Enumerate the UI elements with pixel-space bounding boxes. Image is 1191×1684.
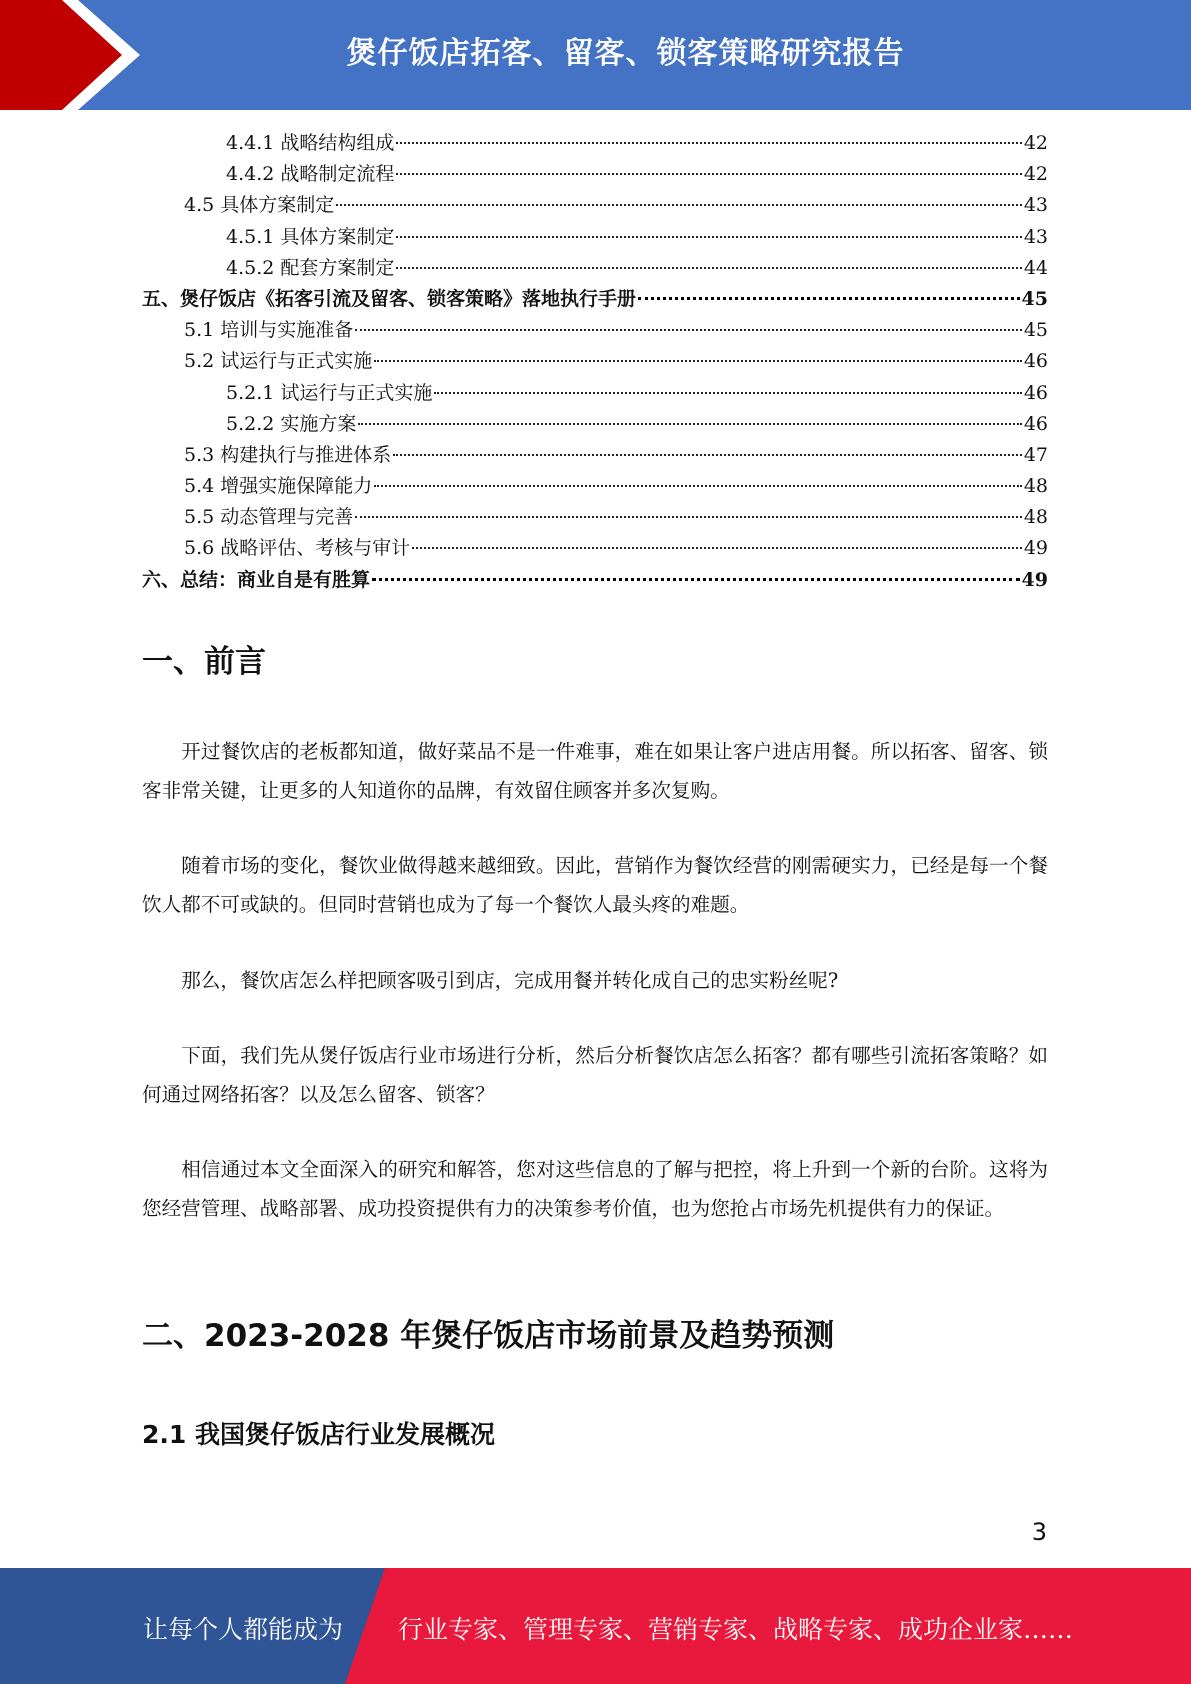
toc-entry-label: 五、煲仔饭店《拓客引流及留客、锁客策略》落地执行手册 (142, 287, 637, 310)
toc-entry-page: 47 (1023, 443, 1048, 466)
toc-entry-label: 5.2.2 实施方案 (226, 412, 357, 435)
toc-entry-page: 49 (1023, 537, 1048, 560)
toc-entry-page: 49 (1021, 568, 1048, 591)
footer-slogan-left: 让每个人都能成为 (143, 1615, 344, 1644)
toc-entry-page: 44 (1023, 256, 1048, 279)
toc-dot-leader (638, 297, 1020, 300)
header-band (0, 0, 1191, 110)
page-number: 3 (1031, 1518, 1047, 1546)
toc-entry[interactable] (142, 284, 1048, 315)
toc-entry[interactable] (142, 440, 1048, 471)
toc-entry[interactable] (142, 533, 1048, 564)
toc-dot-leader (372, 578, 1020, 581)
toc-dot-leader (412, 547, 1022, 549)
section-heading-preface: 一、前言 (142, 644, 266, 680)
toc-dot-leader (396, 142, 1021, 144)
toc-entry[interactable] (142, 128, 1048, 159)
toc-entry[interactable] (142, 409, 1048, 440)
toc-entry[interactable] (142, 565, 1048, 596)
toc-entry-label: 5.1 培训与实施准备 (184, 319, 354, 342)
toc-entry-page: 46 (1023, 412, 1048, 435)
toc-entry-page: 43 (1023, 194, 1048, 217)
toc-dot-leader (374, 485, 1022, 487)
toc-entry[interactable] (142, 253, 1048, 284)
toc-entry-page: 42 (1023, 132, 1048, 154)
table-of-contents (142, 128, 1048, 596)
preface-paragraph-5: 相信通过本文全面深入的研究和解答，您对这些信息的了解与把控，将上升到一个新的台阶。这将为您经营管理、战略部署、成功投资提供有力的决策参考价值，也为您抢占市场先机提供有力的保证。 (142, 1158, 1048, 1220)
toc-dot-leader (374, 360, 1022, 362)
toc-entry-page: 43 (1023, 225, 1048, 248)
toc-entry-page: 45 (1023, 319, 1048, 342)
toc-entry-label: 5.2 试运行与正式实施 (184, 350, 373, 373)
toc-dot-leader (396, 236, 1021, 238)
preface-paragraph-3: 那么，餐饮店怎么样把顾客吸引到店，完成用餐并转化成自己的忠实粉丝呢? (181, 969, 839, 992)
toc-entry[interactable] (142, 315, 1048, 346)
preface-paragraph-2: 随着市场的变化，餐饮业做得越来越细致。因此，营销作为餐饮经营的刚需硬实力，已经是每一个餐饮人都不可或缺的。但同时营销也成为了每一个餐饮人最头疼的难题。 (142, 854, 1048, 916)
preface-paragraph-4: 下面，我们先从煲仔饭店行业市场进行分析，然后分析餐饮店怎么拓客？都有哪些引流拓客策略？如何通过网络拓客？以及怎么留客、锁客？ (142, 1044, 1048, 1106)
toc-dot-leader (355, 329, 1022, 331)
footer-slogan-right: 行业专家、管理专家、营销专家、战略专家、成功企业家…… (398, 1615, 1074, 1644)
toc-entry-page: 45 (1021, 287, 1048, 310)
toc-entry-page: 42 (1023, 163, 1048, 186)
toc-entry-page: 48 (1023, 475, 1048, 498)
toc-entry[interactable] (142, 222, 1048, 253)
toc-dot-leader (355, 516, 1022, 518)
toc-entry-page: 46 (1023, 350, 1048, 373)
toc-entry-label: 六、总结：商业自是有胜算 (142, 568, 371, 591)
toc-entry-label: 4.5 具体方案制定 (184, 194, 335, 217)
toc-entry-label: 5.3 构建执行与推进体系 (184, 443, 392, 466)
subsection-heading-2-1: 2.1 我国煲仔饭店行业发展概况 (142, 1420, 495, 1449)
toc-entry[interactable] (142, 471, 1048, 502)
toc-dot-leader (358, 423, 1021, 425)
toc-entry-page: 48 (1023, 506, 1048, 529)
toc-dot-leader (396, 267, 1021, 269)
toc-dot-leader (393, 454, 1022, 456)
toc-entry-label: 5.2.1 试运行与正式实施 (226, 381, 433, 404)
section-heading-market-outlook: 二、2023-2028 年煲仔饭店市场前景及趋势预测 (142, 1318, 835, 1354)
toc-entry[interactable] (142, 159, 1048, 190)
toc-entry[interactable] (142, 378, 1048, 409)
toc-entry-label: 4.5.2 配套方案制定 (226, 256, 395, 279)
preface-paragraph-1: 开过餐饮店的老板都知道，做好菜品不是一件难事，难在如果让客户进店用餐。所以拓客、留客、锁客非常关键，让更多的人知道你的品牌，有效留住顾客并多次复购。 (142, 740, 1048, 802)
toc-dot-leader (396, 173, 1021, 175)
toc-dot-leader (434, 392, 1021, 394)
toc-entry[interactable] (142, 190, 1048, 221)
toc-entry-label: 5.6 战略评估、考核与审计 (184, 537, 411, 560)
toc-entry-label: 4.4.1 战略结构组成 (226, 132, 395, 154)
toc-entry-label: 5.5 动态管理与完善 (184, 506, 354, 529)
toc-entry-label: 4.4.2 战略制定流程 (226, 163, 395, 186)
toc-entry-page: 46 (1023, 381, 1048, 404)
toc-entry[interactable] (142, 346, 1048, 377)
footer-band (0, 1568, 1191, 1684)
toc-entry[interactable] (142, 502, 1048, 533)
report-title: 煲仔饭店拓客、留客、锁客策略研究报告 (346, 36, 905, 71)
toc-dot-leader (336, 204, 1022, 206)
toc-entry-label: 5.4 增强实施保障能力 (184, 475, 373, 498)
toc-entry-label: 4.5.1 具体方案制定 (226, 225, 395, 248)
